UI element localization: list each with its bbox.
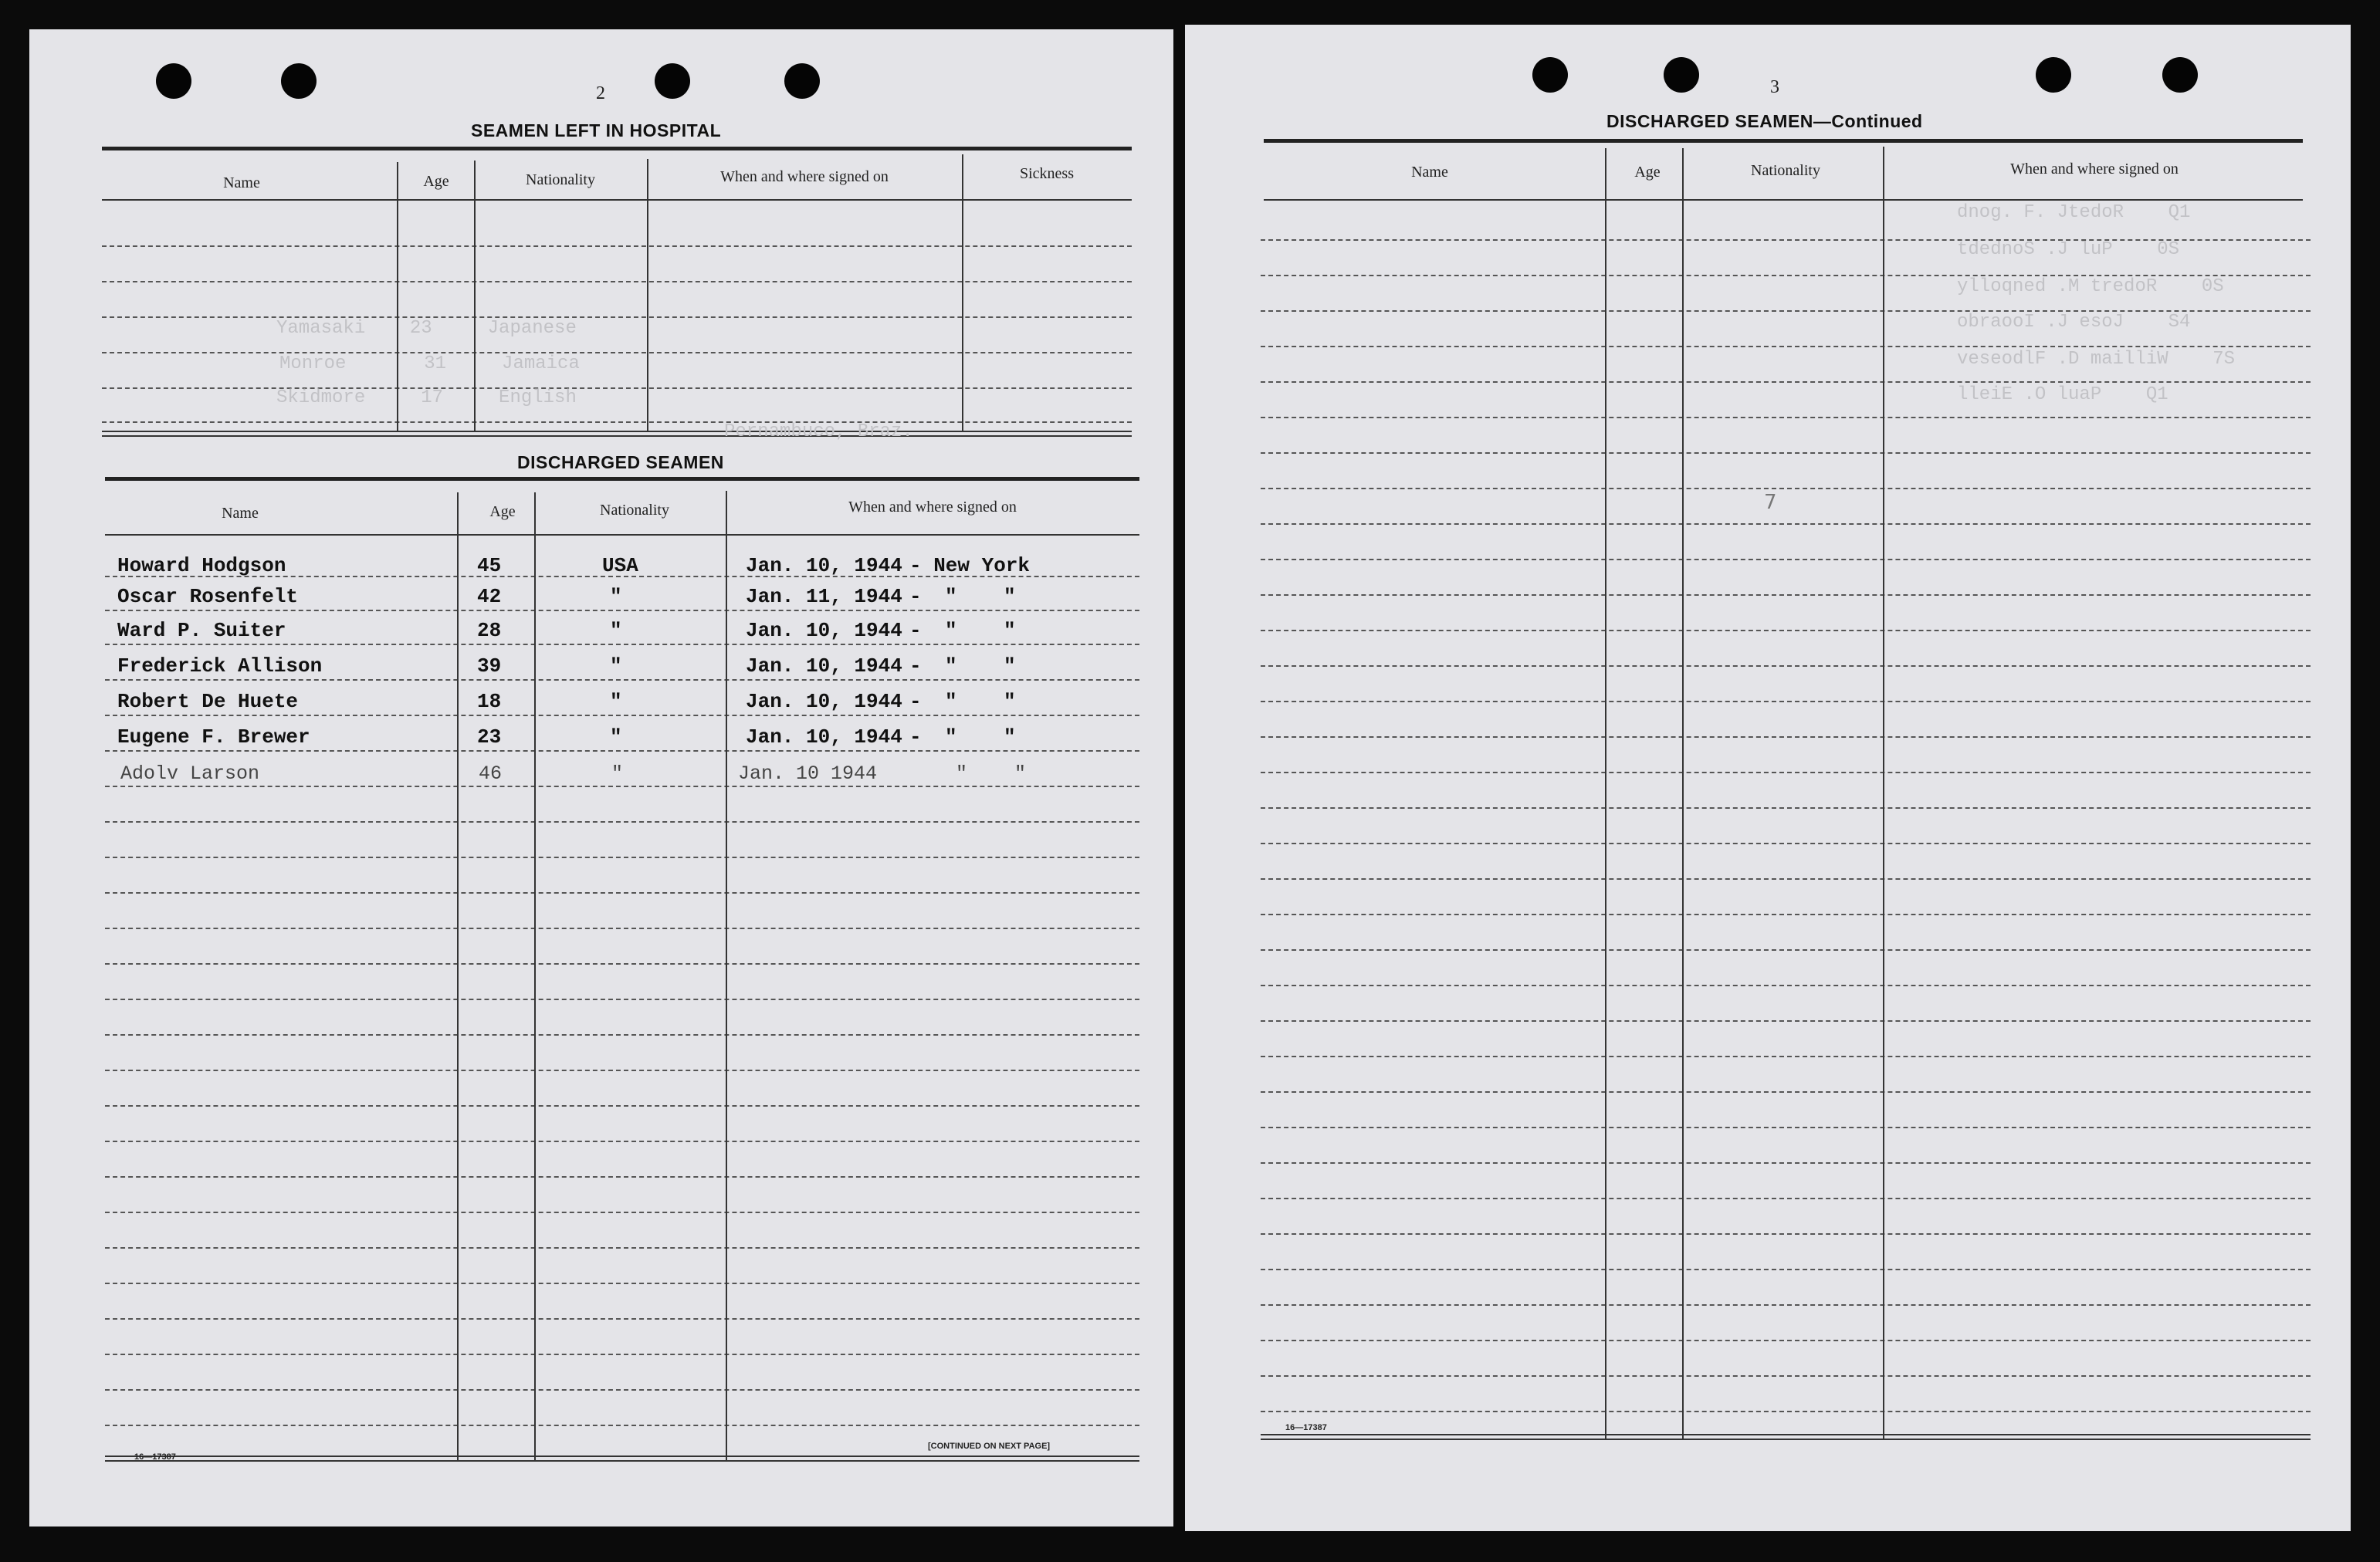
seaman-name: Frederick Allison (117, 654, 323, 678)
seaman-nationality: " (610, 654, 622, 678)
ruled-line (102, 352, 1132, 353)
bleed-through: tdednoS .J luP 0S (1957, 239, 2180, 260)
table-bottom-rule (102, 435, 1132, 437)
ruled-line (1261, 239, 2311, 241)
ruled-line (1261, 772, 2311, 773)
ruled-line (1261, 701, 2311, 702)
ruled-line (1261, 1091, 2311, 1093)
punch-hole (1532, 57, 1568, 93)
column-divider (962, 154, 963, 432)
ruled-line (1261, 1411, 2311, 1412)
column-divider (1682, 148, 1684, 1439)
ruled-line (102, 387, 1132, 389)
ruled-line (105, 857, 1139, 858)
punch-hole (2162, 57, 2198, 93)
header-rule (105, 534, 1139, 536)
seaman-nationality: USA (602, 554, 638, 577)
table-bottom-rule (1261, 1439, 2311, 1440)
seaman-age: 28 (477, 619, 502, 642)
bleed-through: obraooI .J esoJ S4 (1957, 312, 2191, 333)
signed-on-date: Jan. 10, 1944 (746, 725, 902, 749)
ditto-mark: " (945, 690, 957, 713)
seaman-age: 42 (477, 585, 502, 608)
bleed-through: Yamasaki 23 Japanese (276, 318, 577, 339)
seaman-name: Eugene F. Brewer (117, 725, 310, 749)
seaman-age: 45 (477, 554, 502, 577)
col-header-age: Age (489, 503, 516, 520)
ruled-line (105, 928, 1139, 929)
ruled-line (105, 1247, 1139, 1249)
seaman-nationality: " (610, 585, 622, 608)
signed-on-place: - (909, 725, 922, 749)
seaman-nationality: " (610, 619, 622, 642)
table-bottom-rule (102, 431, 1132, 432)
ditto-mark: " (945, 619, 957, 642)
ruled-line (1261, 1056, 2311, 1057)
ditto-mark: " (1004, 690, 1016, 713)
punch-hole (655, 63, 690, 99)
form-number: 16—17387 (1285, 1423, 1327, 1432)
col-header-nationality: Nationality (526, 171, 595, 188)
ruled-line (105, 963, 1139, 965)
bleed-through: lleiE .O luaP Q1 (1957, 384, 2168, 405)
table-top-rule (105, 477, 1139, 481)
ditto-mark: " (1004, 619, 1016, 642)
seaman-name: Robert De Huete (117, 690, 299, 713)
header-rule (102, 199, 1132, 201)
bleed-through: ylloqned .M tredoR 0S (1957, 276, 2224, 297)
table-bottom-rule (105, 1456, 1139, 1457)
signed-on-date: Jan. 10, 1944 (746, 554, 902, 577)
col-header-nationality: Nationality (600, 502, 669, 519)
ruled-line (105, 1070, 1139, 1071)
col-header-signed-on: When and where signed on (2010, 161, 2179, 178)
left-page (29, 29, 1173, 1526)
bleed-through: veseodlF .D mailliW 7S (1957, 349, 2236, 370)
seaman-age: 18 (477, 690, 502, 713)
column-divider (534, 492, 536, 1462)
hospital-section-title: SEAMEN LEFT IN HOSPITAL (471, 120, 722, 140)
punch-hole (281, 63, 317, 99)
ditto-mark: " (945, 585, 957, 608)
ruled-line (105, 892, 1139, 894)
ruled-line (1261, 559, 2311, 560)
ruled-line (1261, 736, 2311, 738)
ruled-line (1261, 310, 2311, 312)
col-header-signed-on: When and where signed on (848, 499, 1017, 516)
table-top-rule (102, 147, 1132, 150)
ruled-line (1261, 523, 2311, 525)
ruled-line (105, 821, 1139, 823)
col-header-age: Age (1634, 164, 1661, 181)
punch-hole (156, 63, 191, 99)
ruled-line (102, 281, 1132, 282)
column-divider (647, 159, 648, 432)
ruled-line (1261, 843, 2311, 844)
form-number: 16—17387 (134, 1452, 176, 1462)
page-title: DISCHARGED SEAMEN—Continued (1606, 111, 1923, 131)
ditto-mark: " (1004, 654, 1016, 678)
ruled-line (105, 679, 1139, 681)
ditto-mark: " (956, 762, 968, 785)
ruled-line (1261, 630, 2311, 631)
column-divider (726, 491, 727, 1462)
seaman-name: Ward P. Suiter (117, 619, 286, 642)
signed-on-place: - (909, 585, 922, 608)
ruled-line (1261, 1020, 2311, 1022)
signed-on-place: - (909, 690, 922, 713)
seaman-name: Oscar Rosenfelt (117, 585, 299, 608)
ruled-line (1261, 1304, 2311, 1306)
ruled-line (1261, 807, 2311, 809)
discharged-section-title: DISCHARGED SEAMEN (517, 452, 724, 472)
punch-hole (784, 63, 820, 99)
ruled-line (1261, 594, 2311, 596)
pencil-mark: 7 (1764, 491, 1777, 514)
ditto-mark: " (1014, 762, 1027, 785)
punch-hole (2036, 57, 2071, 93)
ruled-line (105, 1034, 1139, 1036)
ditto-mark: " (1004, 585, 1016, 608)
signed-on-place: - (909, 619, 922, 642)
ruled-line (1261, 665, 2311, 667)
ruled-line (105, 1176, 1139, 1178)
ruled-line (1261, 1233, 2311, 1235)
col-header-age: Age (423, 173, 449, 190)
ruled-line (105, 1318, 1139, 1320)
bleed-through: Skidmore 17 English (276, 387, 577, 408)
bleed-through: Pernambuco, Braz. (724, 421, 913, 442)
ruled-line (105, 1389, 1139, 1391)
ruled-line (1261, 381, 2311, 383)
column-divider (1605, 148, 1606, 1439)
ruled-line (105, 644, 1139, 645)
col-header-nationality: Nationality (1751, 162, 1820, 179)
signed-on-date: Jan. 11, 1944 (746, 585, 902, 608)
ruled-line (1261, 488, 2311, 489)
ruled-line (1261, 949, 2311, 951)
signed-on-date: Jan. 10 1944 (738, 762, 878, 785)
ruled-line (105, 750, 1139, 752)
ruled-line (105, 1425, 1139, 1426)
right-page (1185, 25, 2351, 1531)
seaman-nationality: " (611, 762, 624, 785)
seaman-name: Adolv Larson (120, 762, 260, 785)
seaman-age: 39 (477, 654, 502, 678)
column-divider (457, 492, 459, 1462)
ruled-line (1261, 275, 2311, 276)
header-rule (1264, 199, 2303, 201)
seaman-nationality: " (610, 725, 622, 749)
bleed-through: dnog. F. JtedoR Q1 (1957, 202, 2191, 223)
seaman-name: Howard Hodgson (117, 554, 286, 577)
page-number: 3 (1770, 77, 1779, 97)
col-header-signed-on: When and where signed on (720, 168, 889, 185)
ruled-line (105, 610, 1139, 611)
column-divider (1883, 147, 1884, 1439)
ditto-mark: " (1004, 725, 1016, 749)
seaman-nationality: " (610, 690, 622, 713)
ruled-line (1261, 346, 2311, 347)
ditto-mark: " (945, 654, 957, 678)
col-header-name: Name (222, 505, 259, 522)
ruled-line (102, 421, 1132, 423)
ruled-line (1261, 452, 2311, 454)
ruled-line (102, 245, 1132, 247)
seaman-age: 46 (479, 762, 503, 785)
ruled-line (105, 1354, 1139, 1355)
col-header-name: Name (1411, 164, 1448, 181)
page-number: 2 (596, 83, 605, 103)
signed-on-place: - (909, 654, 922, 678)
ruled-line (1261, 1375, 2311, 1377)
continued-note: [CONTINUED ON NEXT PAGE] (928, 1442, 1051, 1451)
seaman-age: 23 (477, 725, 502, 749)
table-bottom-rule (105, 1460, 1139, 1462)
signed-on-date: Jan. 10, 1944 (746, 654, 902, 678)
signed-on-date: Jan. 10, 1944 (746, 619, 902, 642)
ruled-line (105, 999, 1139, 1000)
col-header-sickness: Sickness (1020, 165, 1074, 182)
ruled-line (1261, 417, 2311, 418)
ruled-line (102, 316, 1132, 318)
bleed-through: Monroe 31 Jamaica (279, 353, 580, 374)
ruled-line (1261, 1269, 2311, 1270)
ruled-line (1261, 1198, 2311, 1199)
signed-on-place: - New York (909, 554, 1031, 577)
signed-on-date: Jan. 10, 1944 (746, 690, 902, 713)
ruled-line (1261, 878, 2311, 880)
col-header-name: Name (223, 174, 260, 191)
ditto-mark: " (945, 725, 957, 749)
table-bottom-rule (1261, 1434, 2311, 1435)
ruled-line (1261, 1162, 2311, 1164)
ruled-line (105, 1283, 1139, 1284)
ruled-line (105, 715, 1139, 716)
punch-hole (1664, 57, 1699, 93)
ruled-line (1261, 914, 2311, 915)
ruled-line (1261, 1340, 2311, 1341)
ruled-line (105, 1105, 1139, 1107)
ruled-line (1261, 1127, 2311, 1128)
table-top-rule (1264, 139, 2303, 143)
ruled-line (105, 1141, 1139, 1142)
ruled-line (105, 1212, 1139, 1213)
ruled-line (105, 786, 1139, 787)
ruled-line (1261, 985, 2311, 986)
